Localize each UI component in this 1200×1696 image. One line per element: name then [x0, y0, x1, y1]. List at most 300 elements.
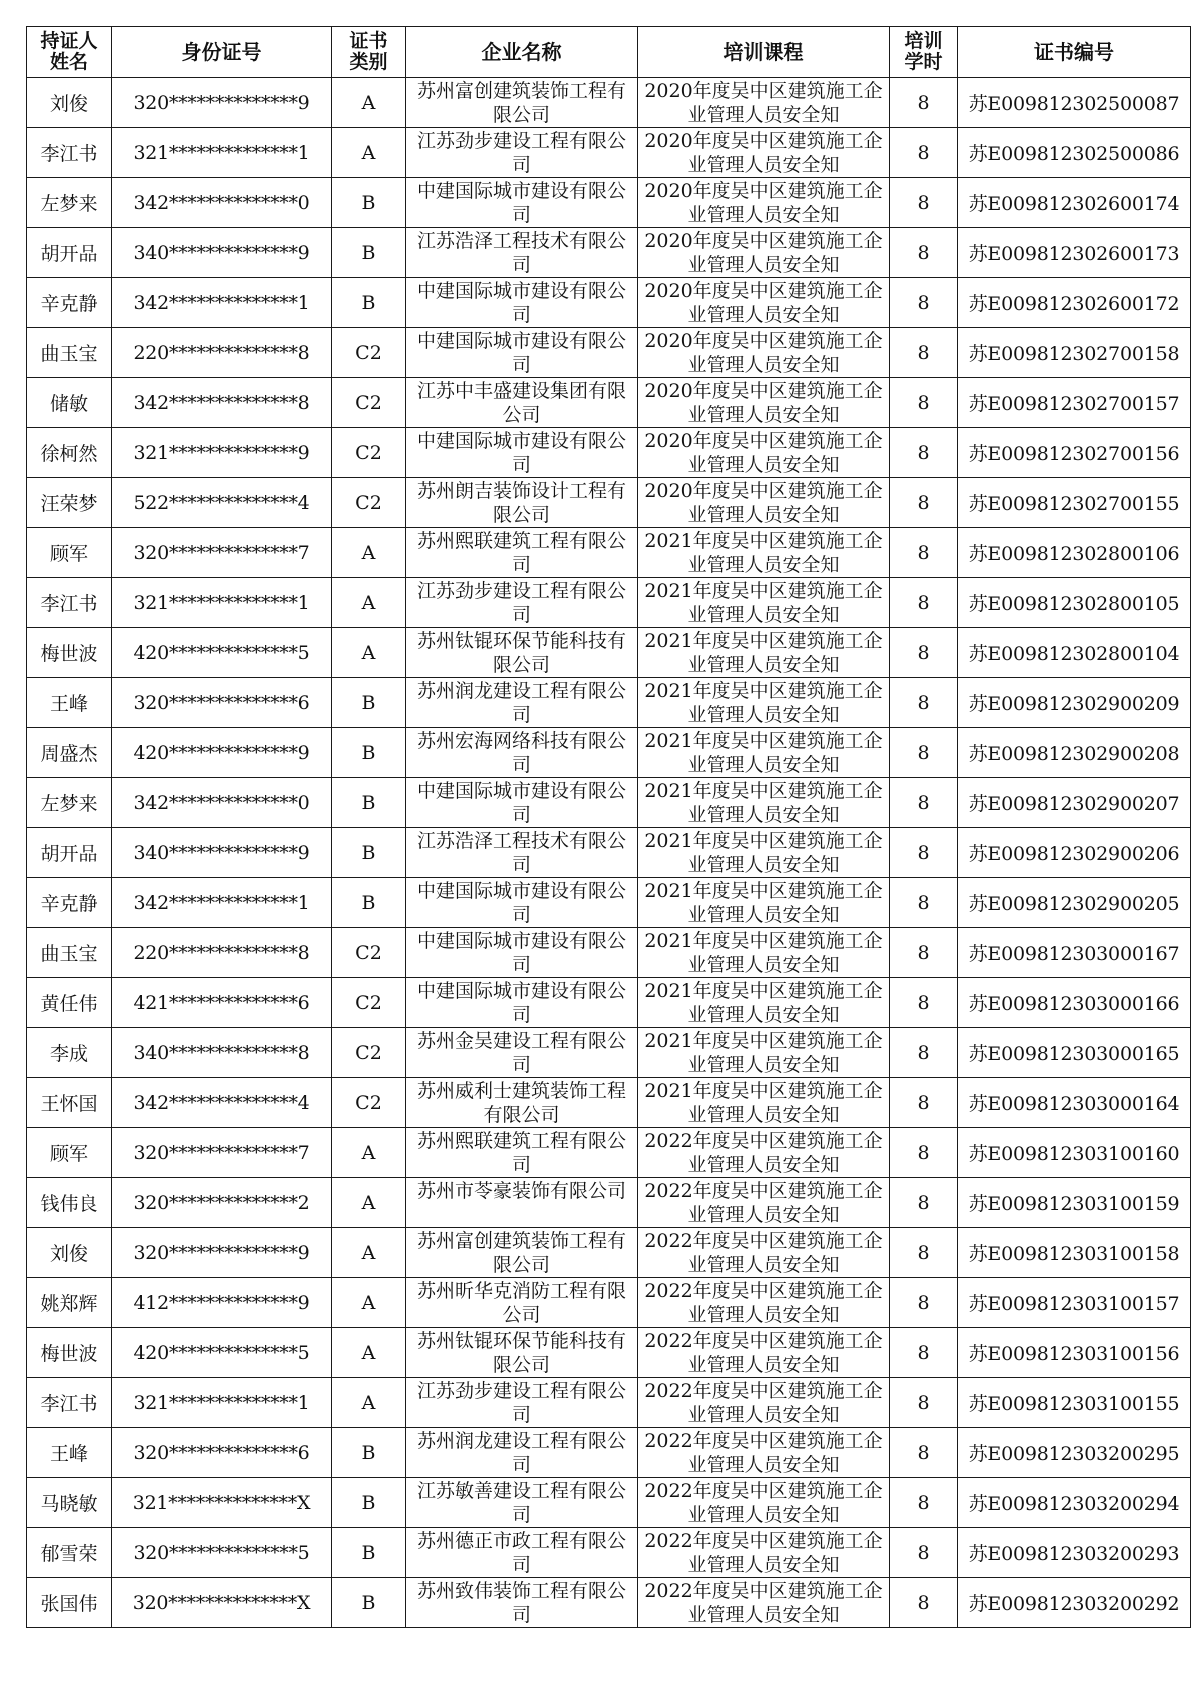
holder-name-cell: 辛克静 [27, 278, 112, 328]
holder-name-cell: 左梦来 [27, 178, 112, 228]
certificate-table [26, 26, 1191, 1628]
cert-category-cell: B [332, 1528, 406, 1578]
table-row [27, 1278, 1191, 1328]
training-hours-cell: 8 [890, 628, 958, 678]
cert-category-cell: C2 [332, 428, 406, 478]
training-course-cell [638, 1378, 890, 1428]
header-cert-category: 证书 类别 [332, 27, 406, 78]
company-name-text: 苏州熙联建筑工程有限公司 [416, 1130, 626, 1175]
id-number-cell: 321**************1 [112, 578, 332, 628]
company-name-text: 苏州钛锟环保节能科技有限公司 [416, 1330, 626, 1375]
header-training-hours: 培训 学时 [890, 27, 958, 78]
training-course-cell [638, 528, 890, 578]
training-hours-cell: 8 [890, 928, 958, 978]
company-name-cell [406, 1478, 638, 1528]
holder-name-cell: 李江书 [27, 578, 112, 628]
company-name-text: 中建国际城市建设有限公司 [416, 780, 626, 825]
cert-category-cell: C2 [332, 928, 406, 978]
company-name-cell [406, 378, 638, 428]
header-holder-name: 持证人 姓名 [27, 27, 112, 78]
table-header [27, 27, 1191, 78]
training-hours-cell: 8 [890, 678, 958, 728]
cert-number-cell: 苏E009812303200292 [958, 1578, 1191, 1628]
cert-category-cell: C2 [332, 378, 406, 428]
company-name-text: 江苏浩泽工程技术有限公司 [416, 230, 626, 275]
id-number-cell: 320**************7 [112, 528, 332, 578]
training-course-text: 2022年度吴中区建筑施工企业管理人员安全知 [644, 1480, 883, 1525]
cert-category-cell: C2 [332, 328, 406, 378]
table-row [27, 628, 1191, 678]
cert-number-cell: 苏E009812303100160 [958, 1128, 1191, 1178]
company-name-text: 苏州钛锟环保节能科技有限公司 [416, 630, 626, 675]
table-row [27, 128, 1191, 178]
holder-name-cell: 辛克静 [27, 878, 112, 928]
training-hours-cell: 8 [890, 378, 958, 428]
table-row [27, 278, 1191, 328]
company-name-text: 江苏敏善建设工程有限公司 [416, 1480, 626, 1525]
table-row [27, 478, 1191, 528]
company-name-text: 苏州致伟装饰工程有限公司 [416, 1580, 626, 1625]
training-hours-cell: 8 [890, 1328, 958, 1378]
training-hours-cell: 8 [890, 1378, 958, 1428]
company-name-text: 苏州市苓豪装饰有限公司 [416, 1180, 626, 1202]
training-hours-cell: 8 [890, 1028, 958, 1078]
holder-name-cell: 李江书 [27, 128, 112, 178]
cert-number-cell: 苏E009812303000167 [958, 928, 1191, 978]
company-name-text: 中建国际城市建设有限公司 [416, 280, 626, 325]
cert-number-cell: 苏E009812302500086 [958, 128, 1191, 178]
training-hours-cell: 8 [890, 578, 958, 628]
training-course-text: 2021年度吴中区建筑施工企业管理人员安全知 [644, 830, 883, 875]
company-name-cell [406, 1328, 638, 1378]
company-name-text: 江苏劲步建设工程有限公司 [416, 1380, 626, 1425]
company-name-text: 苏州润龙建设工程有限公司 [416, 680, 626, 725]
company-name-cell [406, 128, 638, 178]
cert-number-cell: 苏E009812303200295 [958, 1428, 1191, 1478]
training-course-cell [638, 878, 890, 928]
training-hours-cell: 8 [890, 828, 958, 878]
training-hours-cell: 8 [890, 328, 958, 378]
company-name-text: 江苏劲步建设工程有限公司 [416, 580, 626, 625]
table-row [27, 828, 1191, 878]
cert-category-cell: B [332, 778, 406, 828]
holder-name-cell: 周盛杰 [27, 728, 112, 778]
cert-number-cell: 苏E009812302900206 [958, 828, 1191, 878]
training-hours-cell: 8 [890, 1428, 958, 1478]
holder-name-cell: 马晓敏 [27, 1478, 112, 1528]
company-name-text: 苏州金吴建设工程有限公司 [416, 1030, 626, 1075]
table-row [27, 778, 1191, 828]
cert-number-cell: 苏E009812302900207 [958, 778, 1191, 828]
training-course-text: 2022年度吴中区建筑施工企业管理人员安全知 [644, 1430, 883, 1475]
cert-category-cell: B [332, 678, 406, 728]
cert-category-cell: A [332, 1328, 406, 1378]
table-row [27, 1578, 1191, 1628]
table-row [27, 178, 1191, 228]
cert-category-cell: B [332, 1578, 406, 1628]
cert-number-cell: 苏E009812303000164 [958, 1078, 1191, 1128]
cert-category-cell: C2 [332, 478, 406, 528]
cert-category-cell: A [332, 1278, 406, 1328]
id-number-cell: 321**************X [112, 1478, 332, 1528]
training-course-text: 2021年度吴中区建筑施工企业管理人员安全知 [644, 730, 883, 775]
company-name-cell [406, 528, 638, 578]
training-course-cell [638, 278, 890, 328]
cert-number-cell: 苏E009812303000165 [958, 1028, 1191, 1078]
id-number-cell: 220**************8 [112, 928, 332, 978]
training-course-text: 2022年度吴中区建筑施工企业管理人员安全知 [644, 1130, 883, 1175]
training-course-cell [638, 628, 890, 678]
cert-category-cell: B [332, 828, 406, 878]
company-name-cell [406, 678, 638, 728]
cert-category-cell: B [332, 228, 406, 278]
holder-name-cell: 梅世波 [27, 628, 112, 678]
company-name-cell [406, 728, 638, 778]
holder-name-cell: 黄任伟 [27, 978, 112, 1028]
training-course-text: 2020年度吴中区建筑施工企业管理人员安全知 [644, 480, 883, 525]
header-company-name: 企业名称 [406, 27, 638, 78]
training-hours-cell: 8 [890, 1228, 958, 1278]
company-name-cell [406, 1378, 638, 1428]
holder-name-cell: 李成 [27, 1028, 112, 1078]
table-row [27, 1228, 1191, 1278]
table-row [27, 1028, 1191, 1078]
cert-number-cell: 苏E009812302600173 [958, 228, 1191, 278]
company-name-cell [406, 978, 638, 1028]
table-row [27, 1078, 1191, 1128]
training-course-cell [638, 578, 890, 628]
cert-category-cell: A [332, 1228, 406, 1278]
training-course-cell [638, 478, 890, 528]
id-number-cell: 420**************5 [112, 628, 332, 678]
id-number-cell: 320**************2 [112, 1178, 332, 1228]
company-name-cell [406, 1078, 638, 1128]
cert-category-cell: B [332, 178, 406, 228]
holder-name-cell: 胡开品 [27, 828, 112, 878]
company-name-cell [406, 1528, 638, 1578]
cert-number-cell: 苏E009812303200293 [958, 1528, 1191, 1578]
cert-category-cell: C2 [332, 1078, 406, 1128]
cert-category-cell: A [332, 1178, 406, 1228]
company-name-cell [406, 328, 638, 378]
cert-category-cell: A [332, 528, 406, 578]
cert-number-cell: 苏E009812303100156 [958, 1328, 1191, 1378]
company-name-text: 苏州朗吉装饰设计工程有限公司 [416, 480, 626, 525]
cert-category-cell: B [332, 278, 406, 328]
company-name-text: 江苏中丰盛建设集团有限公司 [416, 380, 626, 425]
training-course-text: 2021年度吴中区建筑施工企业管理人员安全知 [644, 930, 883, 975]
id-number-cell: 320**************9 [112, 1228, 332, 1278]
training-course-text: 2021年度吴中区建筑施工企业管理人员安全知 [644, 1080, 883, 1125]
cert-number-cell: 苏E009812302800106 [958, 528, 1191, 578]
holder-name-cell: 顾军 [27, 528, 112, 578]
holder-name-cell: 郁雪荣 [27, 1528, 112, 1578]
table-row [27, 1178, 1191, 1228]
id-number-cell: 340**************9 [112, 228, 332, 278]
header-row [27, 27, 1191, 78]
cert-number-cell: 苏E009812302600174 [958, 178, 1191, 228]
training-course-cell [638, 378, 890, 428]
company-name-text: 苏州润龙建设工程有限公司 [416, 1430, 626, 1475]
training-course-text: 2020年度吴中区建筑施工企业管理人员安全知 [644, 180, 883, 225]
cert-number-cell: 苏E009812303000166 [958, 978, 1191, 1028]
training-course-cell [638, 778, 890, 828]
id-number-cell: 522**************4 [112, 478, 332, 528]
company-name-cell [406, 628, 638, 678]
training-hours-cell: 8 [890, 1178, 958, 1228]
company-name-cell [406, 578, 638, 628]
company-name-text: 苏州威利士建筑装饰工程有限公司 [416, 1080, 626, 1125]
holder-name-cell: 钱伟良 [27, 1178, 112, 1228]
company-name-text: 苏州富创建筑装饰工程有限公司 [416, 80, 626, 125]
id-number-cell: 420**************9 [112, 728, 332, 778]
training-course-text: 2021年度吴中区建筑施工企业管理人员安全知 [644, 980, 883, 1025]
training-course-cell [638, 828, 890, 878]
header-cert-number: 证书编号 [958, 27, 1191, 78]
company-name-cell [406, 428, 638, 478]
company-name-cell [406, 1228, 638, 1278]
table-row [27, 428, 1191, 478]
id-number-cell: 420**************5 [112, 1328, 332, 1378]
company-name-text: 中建国际城市建设有限公司 [416, 430, 626, 475]
training-hours-cell: 8 [890, 528, 958, 578]
training-course-text: 2022年度吴中区建筑施工企业管理人员安全知 [644, 1330, 883, 1375]
company-name-text: 中建国际城市建设有限公司 [416, 330, 626, 375]
training-course-text: 2020年度吴中区建筑施工企业管理人员安全知 [644, 130, 883, 175]
training-hours-cell: 8 [890, 778, 958, 828]
training-course-cell [638, 1028, 890, 1078]
table-row [27, 1128, 1191, 1178]
training-course-text: 2022年度吴中区建筑施工企业管理人员安全知 [644, 1180, 883, 1225]
training-course-cell [638, 178, 890, 228]
cert-number-cell: 苏E009812302500087 [958, 78, 1191, 128]
training-course-text: 2021年度吴中区建筑施工企业管理人员安全知 [644, 630, 883, 675]
training-hours-cell: 8 [890, 478, 958, 528]
cert-category-cell: A [332, 1378, 406, 1428]
training-course-cell [638, 978, 890, 1028]
table-row [27, 78, 1191, 128]
holder-name-cell: 曲玉宝 [27, 328, 112, 378]
training-course-cell [638, 678, 890, 728]
id-number-cell: 340**************9 [112, 828, 332, 878]
company-name-text: 中建国际城市建设有限公司 [416, 980, 626, 1025]
training-course-text: 2020年度吴中区建筑施工企业管理人员安全知 [644, 230, 883, 275]
training-course-cell [638, 1128, 890, 1178]
company-name-cell [406, 78, 638, 128]
company-name-cell [406, 828, 638, 878]
training-hours-cell: 8 [890, 1578, 958, 1628]
holder-name-cell: 王怀国 [27, 1078, 112, 1128]
training-hours-cell: 8 [890, 178, 958, 228]
table-body [27, 78, 1191, 1628]
table-row [27, 678, 1191, 728]
table-row [27, 328, 1191, 378]
id-number-cell: 340**************8 [112, 1028, 332, 1078]
cert-number-cell: 苏E009812302700158 [958, 328, 1191, 378]
company-name-text: 中建国际城市建设有限公司 [416, 880, 626, 925]
table-row [27, 1478, 1191, 1528]
company-name-cell [406, 878, 638, 928]
training-course-cell [638, 1428, 890, 1478]
training-hours-cell: 8 [890, 1528, 958, 1578]
cert-category-cell: C2 [332, 978, 406, 1028]
training-course-text: 2022年度吴中区建筑施工企业管理人员安全知 [644, 1280, 883, 1325]
id-number-cell: 321**************1 [112, 128, 332, 178]
holder-name-cell: 李江书 [27, 1378, 112, 1428]
holder-name-cell: 王峰 [27, 678, 112, 728]
cert-number-cell: 苏E009812303100155 [958, 1378, 1191, 1428]
training-course-text: 2021年度吴中区建筑施工企业管理人员安全知 [644, 780, 883, 825]
table-row [27, 228, 1191, 278]
training-course-text: 2021年度吴中区建筑施工企业管理人员安全知 [644, 580, 883, 625]
company-name-text: 中建国际城市建设有限公司 [416, 930, 626, 975]
cert-number-cell: 苏E009812302800104 [958, 628, 1191, 678]
training-course-cell [638, 1528, 890, 1578]
holder-name-cell: 张国伟 [27, 1578, 112, 1628]
holder-name-cell: 姚郑辉 [27, 1278, 112, 1328]
training-course-cell [638, 1178, 890, 1228]
holder-name-cell: 刘俊 [27, 1228, 112, 1278]
table-row [27, 978, 1191, 1028]
training-hours-cell: 8 [890, 878, 958, 928]
holder-name-cell: 刘俊 [27, 78, 112, 128]
training-course-text: 2021年度吴中区建筑施工企业管理人员安全知 [644, 680, 883, 725]
cert-category-cell: B [332, 1478, 406, 1528]
training-course-text: 2022年度吴中区建筑施工企业管理人员安全知 [644, 1530, 883, 1575]
cert-number-cell: 苏E009812302700156 [958, 428, 1191, 478]
training-course-text: 2020年度吴中区建筑施工企业管理人员安全知 [644, 430, 883, 475]
cert-number-cell: 苏E009812302700155 [958, 478, 1191, 528]
company-name-cell [406, 778, 638, 828]
cert-category-cell: A [332, 128, 406, 178]
training-course-cell [638, 1328, 890, 1378]
cert-category-cell: B [332, 1428, 406, 1478]
holder-name-cell: 顾军 [27, 1128, 112, 1178]
training-course-cell [638, 1228, 890, 1278]
table-row [27, 378, 1191, 428]
company-name-cell [406, 1278, 638, 1328]
table-row [27, 528, 1191, 578]
holder-name-cell: 汪荣梦 [27, 478, 112, 528]
company-name-cell [406, 1428, 638, 1478]
cert-number-cell: 苏E009812302900209 [958, 678, 1191, 728]
table-row [27, 1428, 1191, 1478]
training-course-cell [638, 228, 890, 278]
id-number-cell: 320**************5 [112, 1528, 332, 1578]
table-row [27, 728, 1191, 778]
holder-name-cell: 储敏 [27, 378, 112, 428]
table-row [27, 878, 1191, 928]
company-name-cell [406, 1578, 638, 1628]
training-course-cell [638, 1478, 890, 1528]
cert-number-cell: 苏E009812303100159 [958, 1178, 1191, 1228]
id-number-cell: 342**************8 [112, 378, 332, 428]
cert-category-cell: C2 [332, 1028, 406, 1078]
table-row [27, 1528, 1191, 1578]
training-hours-cell: 8 [890, 1478, 958, 1528]
training-course-cell [638, 428, 890, 478]
cert-category-cell: A [332, 78, 406, 128]
id-number-cell: 320**************7 [112, 1128, 332, 1178]
training-course-text: 2020年度吴中区建筑施工企业管理人员安全知 [644, 280, 883, 325]
training-course-text: 2022年度吴中区建筑施工企业管理人员安全知 [644, 1380, 883, 1425]
training-course-cell [638, 1078, 890, 1128]
training-course-text: 2020年度吴中区建筑施工企业管理人员安全知 [644, 380, 883, 425]
company-name-cell [406, 278, 638, 328]
cert-number-cell: 苏E009812302800105 [958, 578, 1191, 628]
training-hours-cell: 8 [890, 428, 958, 478]
company-name-text: 苏州富创建筑装饰工程有限公司 [416, 1230, 626, 1275]
training-course-text: 2022年度吴中区建筑施工企业管理人员安全知 [644, 1580, 883, 1625]
id-number-cell: 320**************9 [112, 78, 332, 128]
training-course-cell [638, 728, 890, 778]
company-name-text: 江苏劲步建设工程有限公司 [416, 130, 626, 175]
id-number-cell: 320**************X [112, 1578, 332, 1628]
training-course-text: 2020年度吴中区建筑施工企业管理人员安全知 [644, 80, 883, 125]
company-name-text: 苏州宏海网络科技有限公司 [416, 730, 626, 775]
id-number-cell: 412**************9 [112, 1278, 332, 1328]
training-hours-cell: 8 [890, 128, 958, 178]
holder-name-cell: 梅世波 [27, 1328, 112, 1378]
holder-name-cell: 左梦来 [27, 778, 112, 828]
cert-number-cell: 苏E009812303100157 [958, 1278, 1191, 1328]
company-name-cell [406, 1128, 638, 1178]
training-hours-cell: 8 [890, 1128, 958, 1178]
cert-category-cell: A [332, 578, 406, 628]
cert-number-cell: 苏E009812302900208 [958, 728, 1191, 778]
cert-number-cell: 苏E009812302600172 [958, 278, 1191, 328]
company-name-cell [406, 228, 638, 278]
company-name-cell [406, 1178, 638, 1228]
training-course-cell [638, 1278, 890, 1328]
training-course-text: 2022年度吴中区建筑施工企业管理人员安全知 [644, 1230, 883, 1275]
training-course-cell [638, 328, 890, 378]
table-row [27, 928, 1191, 978]
id-number-cell: 342**************1 [112, 278, 332, 328]
company-name-cell [406, 178, 638, 228]
training-hours-cell: 8 [890, 1278, 958, 1328]
id-number-cell: 421**************6 [112, 978, 332, 1028]
company-name-text: 苏州昕华克消防工程有限公司 [416, 1280, 626, 1325]
table-row [27, 578, 1191, 628]
training-course-cell [638, 78, 890, 128]
id-number-cell: 320**************6 [112, 1428, 332, 1478]
training-hours-cell: 8 [890, 78, 958, 128]
holder-name-cell: 胡开品 [27, 228, 112, 278]
company-name-cell [406, 478, 638, 528]
company-name-text: 中建国际城市建设有限公司 [416, 180, 626, 225]
training-course-text: 2021年度吴中区建筑施工企业管理人员安全知 [644, 530, 883, 575]
cert-number-cell: 苏E009812302700157 [958, 378, 1191, 428]
company-name-text: 苏州德正市政工程有限公司 [416, 1530, 626, 1575]
cert-category-cell: B [332, 878, 406, 928]
cert-number-cell: 苏E009812303100158 [958, 1228, 1191, 1278]
id-number-cell: 342**************0 [112, 778, 332, 828]
training-hours-cell: 8 [890, 278, 958, 328]
cert-category-cell: B [332, 728, 406, 778]
training-course-text: 2021年度吴中区建筑施工企业管理人员安全知 [644, 880, 883, 925]
training-hours-cell: 8 [890, 728, 958, 778]
holder-name-cell: 王峰 [27, 1428, 112, 1478]
company-name-text: 苏州熙联建筑工程有限公司 [416, 530, 626, 575]
company-name-cell [406, 1028, 638, 1078]
cert-number-cell: 苏E009812303200294 [958, 1478, 1191, 1528]
header-training-course: 培训课程 [638, 27, 890, 78]
id-number-cell: 342**************0 [112, 178, 332, 228]
training-hours-cell: 8 [890, 978, 958, 1028]
company-name-cell [406, 928, 638, 978]
id-number-cell: 220**************8 [112, 328, 332, 378]
